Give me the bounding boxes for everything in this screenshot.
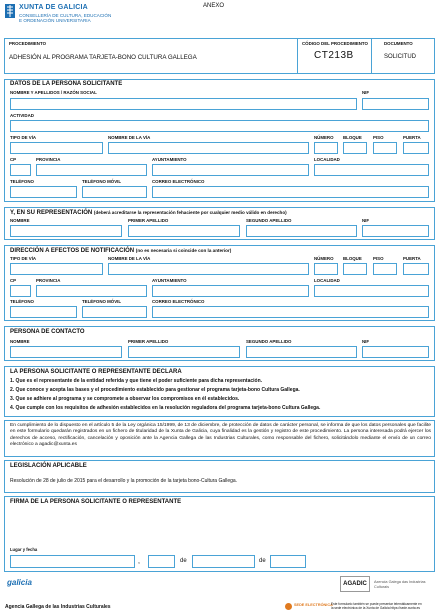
contact-name-field[interactable]	[10, 346, 122, 358]
procedure-divider-2	[371, 39, 372, 73]
notif-number-field[interactable]	[314, 263, 338, 275]
notif-mobile-field[interactable]	[82, 306, 147, 318]
contact-surname1-field[interactable]	[128, 346, 240, 358]
notif-road-type-label: TIPO DE VÍA	[10, 256, 37, 261]
galicia-logo-text: galicia	[7, 578, 32, 587]
notif-door-field[interactable]	[403, 263, 429, 275]
applicant-door-field[interactable]	[403, 142, 429, 154]
applicant-name-label: NOMBRE Y APELLIDOS / RAZÓN SOCIAL	[10, 90, 97, 95]
applicant-number-label: NÚMERO	[314, 135, 334, 140]
applicant-name-field[interactable]	[10, 98, 357, 110]
agency-name: Agencia Gallega de las Industrias Culturales	[5, 604, 111, 610]
comma-sep: ,	[138, 558, 140, 565]
notif-mobile-label: TELÉFONO MÓVIL	[82, 299, 122, 304]
representative-title-text: Y, EN SU REPRESENTACIÓN	[10, 210, 93, 216]
logo-subtitle-2: E ORDENACIÓN UNIVERSITARIA	[19, 18, 91, 23]
logo-title: XUNTA DE GALICIA	[19, 4, 88, 11]
contact-surname2-field[interactable]	[246, 346, 357, 358]
legislation-text: Resolución de 28 de julio de 2015 para el desarrollo y la promoción de la tarjeta bono-Cultura Gallega.	[10, 478, 238, 484]
applicant-number-field[interactable]	[314, 142, 338, 154]
notif-locality-label: LOCALIDAD	[314, 278, 340, 283]
applicant-activity-field[interactable]	[10, 120, 429, 132]
applicant-locality-label: LOCALIDAD	[314, 157, 340, 162]
notif-number-label: NÚMERO	[314, 256, 334, 261]
day-field[interactable]	[148, 555, 175, 568]
notif-locality-field[interactable]	[314, 285, 429, 297]
notif-phone-label: TELÉFONO	[10, 299, 34, 304]
sede-label: SEDE ELECTRÓNICA	[294, 603, 333, 607]
rep-surname2-label: SEGUNDO APELLIDO	[246, 218, 292, 223]
applicant-mobile-label: TELÉFONO MÓVIL	[82, 179, 122, 184]
contact-name-label: NOMBRE	[10, 339, 30, 344]
applicant-title: DATOS DE LA PERSONA SOLICITANTE	[10, 81, 123, 87]
rep-surname2-field[interactable]	[246, 225, 357, 237]
applicant-council-field[interactable]	[152, 164, 309, 176]
de-sep-2: de	[259, 558, 266, 564]
notif-province-field[interactable]	[36, 285, 147, 297]
agadic-logo	[340, 576, 370, 592]
applicant-road-type-label: TIPO DE VÍA	[10, 135, 37, 140]
applicant-province-label: PROVINCIA	[36, 157, 61, 162]
notif-road-name-label: NOMBRE DE LA VÍA	[108, 256, 151, 261]
notif-floor-label: PISO	[373, 256, 384, 261]
applicant-phone-field[interactable]	[10, 186, 77, 198]
applicant-road-name-field[interactable]	[108, 142, 309, 154]
logo-subtitle-1: CONSELLERÍA DE CULTURA, EDUCACIÓN	[19, 13, 112, 18]
applicant-block-label: BLOQUE	[343, 135, 362, 140]
document-value: SOLICITUD	[384, 54, 417, 60]
xunta-logo	[5, 4, 15, 18]
notif-road-name-field[interactable]	[108, 263, 309, 275]
agadic-subtitle: Axencia Galega das Industrias Culturais	[374, 580, 426, 589]
declaration-item-2: 2. Que conoce y acepta las bases y el procedimiento establecido para gestionar el programa tarjeta-bono Cultura Gallega.	[10, 387, 300, 393]
notif-road-type-field[interactable]	[10, 263, 103, 275]
contact-nif-label: NIF	[362, 339, 370, 344]
applicant-block-field[interactable]	[343, 142, 367, 154]
procedure-code-value: CT213B	[314, 50, 354, 61]
rep-surname1-field[interactable]	[128, 225, 240, 237]
rep-nif-label: NIF	[362, 218, 370, 223]
applicant-mobile-field[interactable]	[82, 186, 147, 198]
notif-door-label: PUERTA	[403, 256, 421, 261]
month-field[interactable]	[192, 555, 255, 568]
applicant-road-type-field[interactable]	[10, 142, 103, 154]
rep-surname1-label: PRIMER APELLIDO	[128, 218, 169, 223]
procedure-box	[4, 38, 435, 74]
procedure-code-label: CÓDIGO DEL PROCEDIMIENTO	[302, 41, 368, 46]
rep-name-label: NOMBRE	[10, 218, 30, 223]
place-date-label: Lugar y fecha	[10, 547, 38, 552]
galicia-logo	[7, 578, 32, 587]
agadic-logo-text: AGADIC	[343, 581, 367, 587]
applicant-email-field[interactable]	[152, 186, 429, 198]
applicant-cp-field[interactable]	[10, 164, 31, 176]
notif-email-field[interactable]	[152, 306, 429, 318]
applicant-nif-field[interactable]	[362, 98, 429, 110]
contact-surname1-label: PRIMER APELLIDO	[128, 339, 169, 344]
de-sep-1: de	[180, 558, 187, 564]
notif-block-label: BLOQUE	[343, 256, 362, 261]
applicant-phone-label: TELÉFONO	[10, 179, 34, 184]
sede-text-1: Este formulario también se puede presentar telemáticamente en	[331, 602, 422, 606]
applicant-email-label: CORREO ELECTRÓNICO	[152, 179, 205, 184]
contact-nif-field[interactable]	[362, 346, 429, 358]
applicant-road-name-label: NOMBRE DE LA VÍA	[108, 135, 151, 140]
document-label: DOCUMENTO	[384, 41, 413, 46]
rep-name-field[interactable]	[10, 225, 122, 237]
sede-icon	[285, 603, 292, 610]
representative-note: (deberá acreditarse la representación fehaciente por cualquier medio válido en derecho)	[93, 210, 287, 215]
declaration-item-4: 4. Que cumple con los requisitos de adhesión establecidos en la resolución reguladora del programa tarjeta-bono Cultura Gallega.	[10, 405, 321, 411]
notif-cp-field[interactable]	[10, 285, 31, 297]
place-field[interactable]	[10, 555, 135, 568]
declaration-item-1: 1. Que es el representante de la entidad referida y que tiene el poder suficiente para dicha representación.	[10, 378, 263, 384]
applicant-nif-label: NIF	[362, 90, 370, 95]
notif-block-field[interactable]	[343, 263, 367, 275]
applicant-activity-label: ACTIVIDAD	[10, 113, 34, 118]
notif-council-field[interactable]	[152, 285, 309, 297]
legislation-title: LEGISLACIÓN APLICABLE	[10, 463, 87, 469]
contact-title: PERSONA DE CONTACTO	[10, 329, 85, 335]
signature-title: FIRMA DE LA PERSONA SOLICITANTE O REPRESENTANTE	[10, 499, 182, 505]
rep-nif-field[interactable]	[362, 225, 429, 237]
applicant-council-label: AYUNTAMIENTO	[152, 157, 187, 162]
representative-title	[10, 209, 287, 217]
notif-council-label: AYUNTAMIENTO	[152, 278, 187, 283]
privacy-text: En cumplimiento de lo dispuesto en el artículo 5 de la Ley orgánica 15/1999, de 13 de diciembre, de protección de datos de carácter personal, se informa de que los datos personales que facilite en este formulario quedarán registrados en un fichero de titularidad de la Xunta de Galicia, cuya finalidad es la gestión y registro de este procedimiento. La persona interesada podrá ejercer los derechos de acceso, rectificación, cancelación y oposición ante la Agencia Gallega de las Industrias Culturales, como responsable del fichero, solicitándolo mediante el envío de un correo electrónico a agadic@xunta.es	[10, 423, 431, 448]
applicant-floor-field[interactable]	[373, 142, 397, 154]
applicant-locality-field[interactable]	[314, 164, 429, 176]
applicant-province-field[interactable]	[36, 164, 147, 176]
procedure-divider-1	[297, 39, 298, 73]
declaration-title: LA PERSONA SOLICITANTE O REPRESENTANTE DECLARA	[10, 369, 182, 375]
applicant-cp-label: CP	[10, 157, 17, 162]
procedure-label: PROCEDIMIENTO	[9, 41, 46, 46]
sede-text-2: la sede electrónica de la Xunta de Galicia https://sede.xunta.es	[331, 606, 420, 610]
applicant-door-label: PUERTA	[403, 135, 421, 140]
notif-cp-label: CP	[10, 278, 17, 283]
procedure-value: ADHESIÓN AL PROGRAMA TARJETA-BONO CULTURA GALLEGA	[9, 54, 197, 61]
year-field[interactable]	[270, 555, 306, 568]
notif-phone-field[interactable]	[10, 306, 77, 318]
notification-note: (no es necesaria si coincide con la anterior)	[135, 248, 232, 253]
notif-province-label: PROVINCIA	[36, 278, 61, 283]
notification-title-text: DIRECCIÓN A EFECTOS DE NOTIFICACIÓN	[10, 248, 135, 254]
notification-title	[10, 247, 231, 255]
annex-label: ANEXO	[203, 3, 225, 9]
notif-floor-field[interactable]	[373, 263, 397, 275]
declaration-item-3: 3. Que se adhiere al programa y se compromete a observar los compromisos en él establecidos.	[10, 396, 240, 402]
applicant-floor-label: PISO	[373, 135, 384, 140]
notif-email-label: CORREO ELECTRÓNICO	[152, 299, 205, 304]
contact-surname2-label: SEGUNDO APELLIDO	[246, 339, 292, 344]
